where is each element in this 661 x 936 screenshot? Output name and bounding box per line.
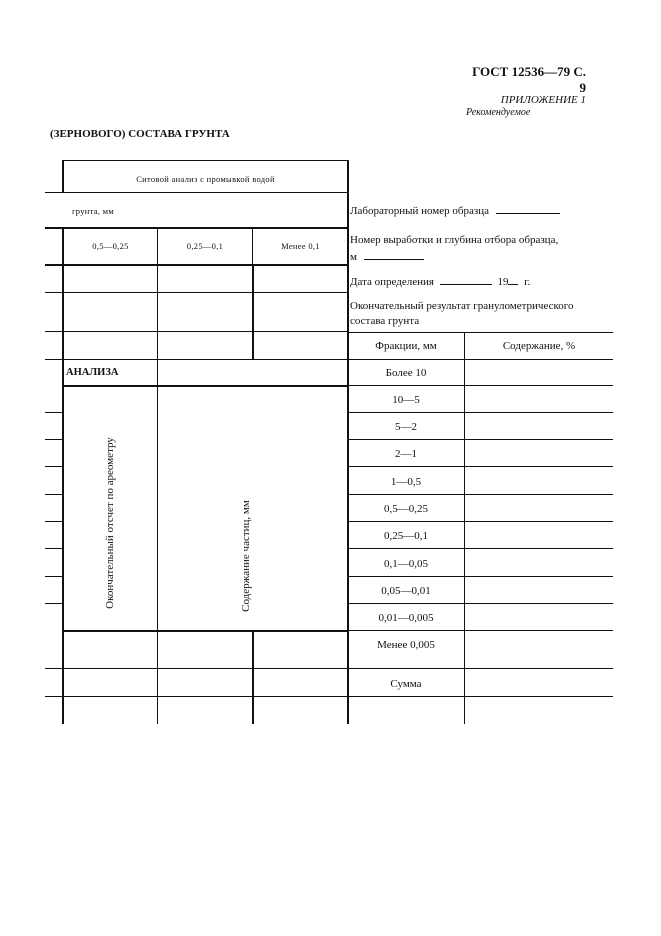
page-title: (ЗЕРНОВОГО) СОСТАВА ГРУНТА bbox=[50, 128, 230, 140]
appendix-label: ПРИЛОЖЕНИЕ 1 bbox=[500, 94, 586, 106]
fraction-row: Менее 0,005 bbox=[377, 639, 435, 651]
fraction-row: 0,05—0,01 bbox=[381, 585, 431, 597]
date-field bbox=[350, 273, 650, 290]
size-col-3: Менее 0,1 bbox=[281, 241, 320, 251]
fraction-row: 0,1—0,05 bbox=[384, 558, 428, 570]
content-col-header: Содержание, % bbox=[502, 340, 576, 352]
date-label: Дата определения bbox=[350, 276, 434, 288]
final-result-title bbox=[350, 299, 650, 329]
hydrometer-label: Окончательный отсчет по ареометру bbox=[104, 437, 116, 609]
lab-number-label: Лабораторный номер образца bbox=[350, 205, 489, 217]
fraction-row: 5—2 bbox=[395, 421, 417, 433]
date-year: 19 bbox=[497, 276, 509, 288]
soil-size-label: грунта, мм bbox=[72, 206, 115, 216]
fraction-row: 10—5 bbox=[392, 394, 420, 406]
date-suffix: г. bbox=[524, 276, 531, 288]
final-result-line2: состава грунта bbox=[350, 315, 420, 327]
working-depth-unit: м bbox=[350, 251, 357, 263]
year-blank bbox=[508, 273, 518, 285]
final-result-line1: Окончательный результат гранулометрического bbox=[350, 300, 574, 312]
fraction-row: Более 10 bbox=[385, 367, 427, 379]
particle-content-label: Содержание частиц, мм bbox=[240, 500, 252, 612]
date-blank bbox=[440, 273, 492, 285]
sieve-analysis-title: Ситовой анализ с промывкой водой bbox=[136, 174, 275, 184]
fraction-row-total: Сумма bbox=[390, 678, 422, 690]
fraction-row: 1—0,5 bbox=[390, 476, 422, 488]
recommended-label: Рекомендуемое bbox=[466, 107, 531, 118]
lab-number-blank bbox=[496, 202, 560, 214]
size-col-1: 0,5—0,25 bbox=[92, 241, 129, 251]
fraction-row: 0,5—0,25 bbox=[384, 503, 428, 515]
working-depth-blank bbox=[364, 248, 424, 260]
fraction-row: 0,01—0,005 bbox=[378, 612, 434, 624]
analysis-label: АНАЛИЗА bbox=[66, 367, 119, 378]
working-depth-field bbox=[350, 233, 650, 265]
working-depth-label: Номер выработки и глубина отбора образца, bbox=[350, 234, 559, 246]
fraction-row: 0,25—0,1 bbox=[384, 530, 428, 542]
fractions-col-header: Фракции, мм bbox=[375, 340, 437, 352]
lab-number-field bbox=[350, 202, 650, 219]
size-col-2: 0,25—0,1 bbox=[186, 241, 224, 251]
fraction-row: 2—1 bbox=[395, 448, 417, 460]
standard-number: ГОСТ 12536—79 С. 9 bbox=[472, 64, 586, 95]
